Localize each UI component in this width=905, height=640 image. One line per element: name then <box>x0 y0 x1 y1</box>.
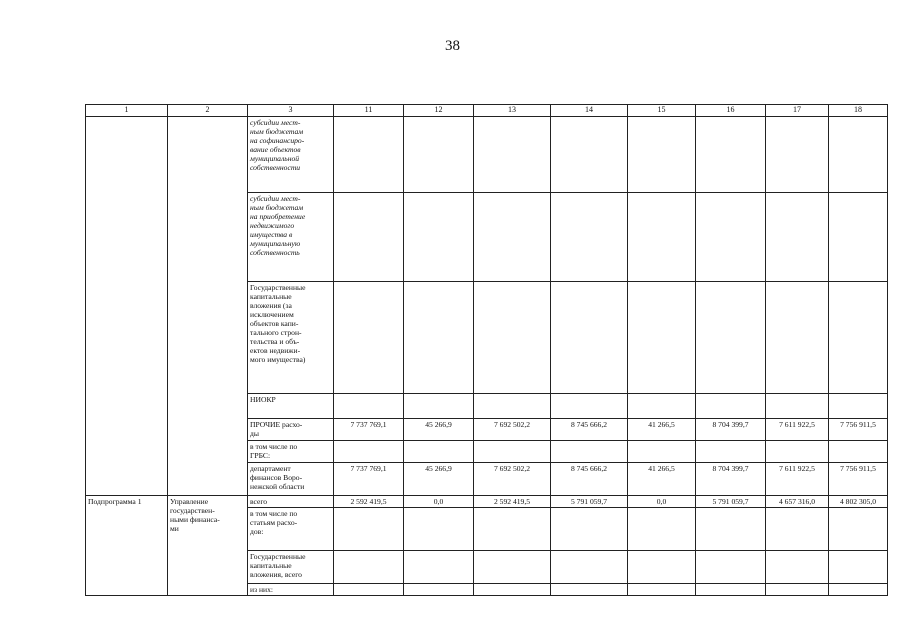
value-cell-col-18 <box>829 282 888 394</box>
value-cell-col-18 <box>829 394 888 419</box>
row-description <box>248 508 334 551</box>
row-description <box>248 463 334 496</box>
value-cell-col-11 <box>334 282 404 394</box>
value-cell-col-17 <box>766 551 829 584</box>
value-cell-col-13 <box>474 508 551 551</box>
header-row <box>86 105 888 117</box>
value-cell-col-14 <box>551 508 628 551</box>
value-cell-col-17 <box>766 441 829 463</box>
value-cell-col-18: 7 756 911,5 <box>829 419 888 441</box>
value-cell-col-11 <box>334 551 404 584</box>
cell-text-line: Государственные <box>250 283 306 292</box>
value-cell-col-12 <box>404 193 474 282</box>
value-cell-col-15: 0,0 <box>628 496 696 508</box>
value-cell-col-15 <box>628 193 696 282</box>
budget-table <box>85 104 888 596</box>
cell-text-line: субсидии мест- <box>250 118 301 127</box>
value-cell-col-18: 7 756 911,5 <box>829 463 888 496</box>
value-cell-col-13 <box>474 441 551 463</box>
value-cell-col-16: 8 704 399,7 <box>696 419 766 441</box>
row-description <box>248 551 334 584</box>
value-cell-col-14 <box>551 117 628 193</box>
row-description <box>248 441 334 463</box>
page-number: 38 <box>445 38 460 54</box>
value-cell-col-14: 8 745 666,2 <box>551 419 628 441</box>
value-cell-col-14 <box>551 193 628 282</box>
cell-text-line: на приобретение <box>250 212 306 221</box>
value-cell-col-16 <box>696 282 766 394</box>
cell-text-line: на софинансиро- <box>250 136 305 145</box>
value-cell-col-13 <box>474 193 551 282</box>
value-cell-col-18 <box>829 584 888 596</box>
cell-text-line: финансов Воро- <box>250 473 303 482</box>
cell-text-line: тального строн- <box>250 328 302 337</box>
table-row <box>86 117 888 193</box>
value-cell-col-13 <box>474 282 551 394</box>
value-cell-col-11: 7 737 769,1 <box>334 463 404 496</box>
value-cell-col-11 <box>334 441 404 463</box>
value-cell-col-18: 4 802 305,0 <box>829 496 888 508</box>
cell-text-line: в том числе по <box>250 509 298 518</box>
cell-text-line: вложения (за <box>250 301 292 310</box>
cell-text-line: дов: <box>250 527 264 536</box>
value-cell-col-12: 0,0 <box>404 496 474 508</box>
cell-text-line: нежской области <box>250 482 305 491</box>
cell-text-line: исключением <box>250 310 294 319</box>
value-cell-col-18 <box>829 551 888 584</box>
value-cell-col-13 <box>474 394 551 419</box>
cell-text-line: ПРОЧИЕ расхо- <box>250 420 303 429</box>
value-cell-col-13: 2 592 419,5 <box>474 496 551 508</box>
value-cell-col-16: 8 704 399,7 <box>696 463 766 496</box>
cell-text-line: субсидии мест- <box>250 194 301 203</box>
value-cell-col-16 <box>696 394 766 419</box>
subprogram-label: Подпрограмма 1 <box>86 496 168 596</box>
value-cell-col-11: 2 592 419,5 <box>334 496 404 508</box>
value-cell-col-15 <box>628 117 696 193</box>
value-cell-col-11 <box>334 117 404 193</box>
value-cell-col-14 <box>551 441 628 463</box>
column-header-16: 16 <box>696 105 766 117</box>
value-cell-col-15 <box>628 282 696 394</box>
value-cell-col-12: 45 266,9 <box>404 463 474 496</box>
column-header-13: 13 <box>474 105 551 117</box>
cell-text-line: муниципальную <box>250 239 301 248</box>
row-description <box>248 496 334 508</box>
cell-text-line: недвижимого <box>250 221 295 230</box>
value-cell-col-18 <box>829 193 888 282</box>
value-cell-col-16 <box>696 117 766 193</box>
value-cell-col-12: 45 266,9 <box>404 419 474 441</box>
value-cell-col-17: 4 657 316,0 <box>766 496 829 508</box>
value-cell-col-17 <box>766 193 829 282</box>
cell-text-line: департамент <box>250 464 291 473</box>
value-cell-col-15 <box>628 394 696 419</box>
column-header-18: 18 <box>829 105 888 117</box>
cell-text-line: ГРБС: <box>250 451 271 460</box>
row-description <box>248 117 334 193</box>
table-row <box>86 496 888 508</box>
value-cell-col-15: 41 266,5 <box>628 419 696 441</box>
value-cell-col-16 <box>696 508 766 551</box>
cell-text-line: НИОКР <box>250 395 276 404</box>
column-header-12: 12 <box>404 105 474 117</box>
cell-text-line: муниципальной <box>250 154 300 163</box>
cell-text-line: собственность <box>250 248 300 257</box>
value-cell-col-13 <box>474 551 551 584</box>
value-cell-col-18 <box>829 508 888 551</box>
value-cell-col-11: 7 737 769,1 <box>334 419 404 441</box>
col1-cell <box>86 117 168 496</box>
cell-text-line: в том числе по <box>250 442 298 451</box>
value-cell-col-14: 5 791 059,7 <box>551 496 628 508</box>
value-cell-col-12 <box>404 282 474 394</box>
cell-text-line: имущества в <box>250 230 293 239</box>
cell-text-line: ектов недвижи- <box>250 346 301 355</box>
value-cell-col-14 <box>551 282 628 394</box>
cell-text-line: вание объектов <box>250 145 301 154</box>
value-cell-col-17 <box>766 282 829 394</box>
value-cell-col-15: 41 266,5 <box>628 463 696 496</box>
cell-text-line: ным бюджетам <box>250 127 304 136</box>
cell-text-line: объектов капи- <box>250 319 299 328</box>
value-cell-col-13 <box>474 584 551 596</box>
value-cell-col-11 <box>334 508 404 551</box>
value-cell-col-14 <box>551 584 628 596</box>
column-header-17: 17 <box>766 105 829 117</box>
value-cell-col-13: 7 692 502,2 <box>474 463 551 496</box>
value-cell-col-14 <box>551 551 628 584</box>
cell-text-line: из них: <box>250 585 273 594</box>
column-header-2: 2 <box>168 105 248 117</box>
value-cell-col-11 <box>334 193 404 282</box>
cell-text-line: Государственные <box>250 552 306 561</box>
value-cell-col-17 <box>766 584 829 596</box>
value-cell-col-11 <box>334 584 404 596</box>
row-description <box>248 584 334 596</box>
value-cell-col-18 <box>829 117 888 193</box>
value-cell-col-12 <box>404 508 474 551</box>
column-header-3: 3 <box>248 105 334 117</box>
value-cell-col-15 <box>628 551 696 584</box>
value-cell-col-18 <box>829 441 888 463</box>
row-description <box>248 394 334 419</box>
column-header-11: 11 <box>334 105 404 117</box>
cell-text-line: ным бюджетам <box>250 203 304 212</box>
cell-text-line: Управление <box>170 497 209 506</box>
value-cell-col-16: 5 791 059,7 <box>696 496 766 508</box>
column-header-14: 14 <box>551 105 628 117</box>
value-cell-col-12 <box>404 117 474 193</box>
value-cell-col-12 <box>404 584 474 596</box>
value-cell-col-14 <box>551 394 628 419</box>
value-cell-col-13: 7 692 502,2 <box>474 419 551 441</box>
row-description <box>248 419 334 441</box>
subprogram-name <box>168 496 248 596</box>
value-cell-col-17: 7 611 922,5 <box>766 419 829 441</box>
value-cell-col-12 <box>404 551 474 584</box>
cell-text-line: ными финанса- <box>170 515 220 524</box>
value-cell-col-17: 7 611 922,5 <box>766 463 829 496</box>
cell-text-line: мого имущества) <box>250 355 306 364</box>
value-cell-col-16 <box>696 584 766 596</box>
value-cell-col-15 <box>628 441 696 463</box>
value-cell-col-16 <box>696 551 766 584</box>
value-cell-col-14: 8 745 666,2 <box>551 463 628 496</box>
value-cell-col-13 <box>474 117 551 193</box>
cell-text-line: капитальные <box>250 561 292 570</box>
value-cell-col-15 <box>628 584 696 596</box>
cell-text-line: вложения, всего <box>250 570 302 579</box>
row-description <box>248 193 334 282</box>
cell-text-line: государствен- <box>170 506 215 515</box>
value-cell-col-17 <box>766 117 829 193</box>
value-cell-col-16 <box>696 193 766 282</box>
value-cell-col-16 <box>696 441 766 463</box>
row-description <box>248 282 334 394</box>
value-cell-col-12 <box>404 394 474 419</box>
value-cell-col-12 <box>404 441 474 463</box>
column-header-1: 1 <box>86 105 168 117</box>
cell-text-line: собственности <box>250 163 301 172</box>
cell-text-line: тельства и объ- <box>250 337 300 346</box>
cell-text-line: всего <box>250 497 268 506</box>
value-cell-col-17 <box>766 508 829 551</box>
column-header-15: 15 <box>628 105 696 117</box>
col2-cell <box>168 117 248 496</box>
cell-text-line: ми <box>170 524 179 533</box>
value-cell-col-11 <box>334 394 404 419</box>
value-cell-col-17 <box>766 394 829 419</box>
cell-text-line: ды <box>250 429 259 438</box>
cell-text-line: капитальные <box>250 292 292 301</box>
value-cell-col-15 <box>628 508 696 551</box>
cell-text-line: статьям расхо- <box>250 518 298 527</box>
